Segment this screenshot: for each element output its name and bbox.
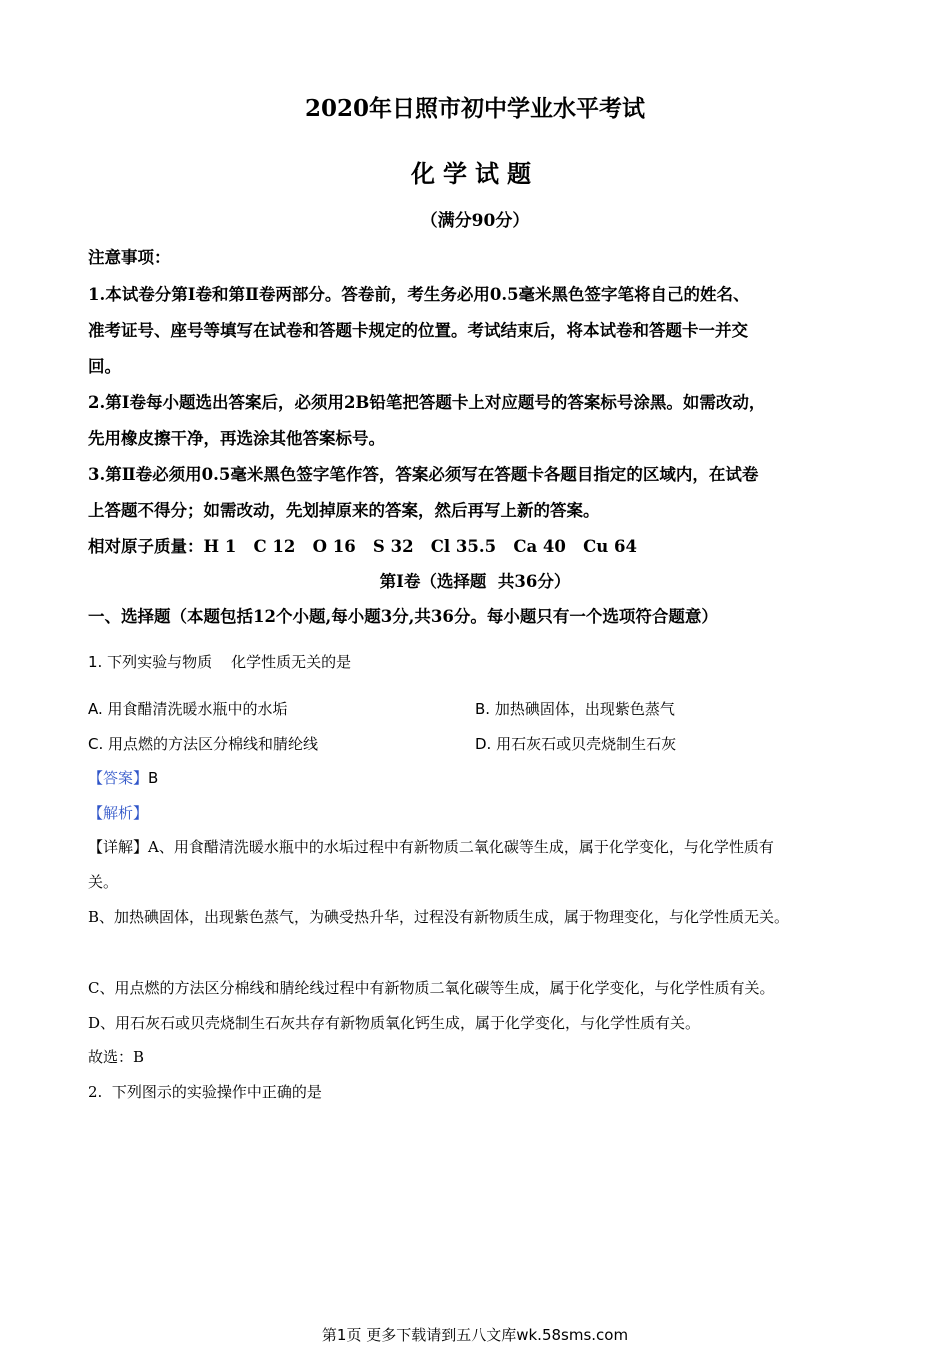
analysis-detail: D、用石灰石或贝壳烧制生石灰共存有新物质氧化钙生成，属于化学变化，与化学性质有关。	[88, 1014, 701, 1032]
analysis-detail: C、用点燃的方法区分棉线和腈纶线过程中有新物质二氧化碳等生成，属于化学变化，与化学性质有关。	[88, 979, 775, 997]
question-1-option-b: B. 加热碘固体，出现紫色蒸气	[475, 700, 675, 718]
question-2-stem: 2. 下列图示的实验操作中正确的是	[88, 1083, 322, 1101]
conclusion: 故选：B	[88, 1048, 145, 1066]
answer-value: B	[148, 769, 159, 787]
full-score: （满分90分）	[420, 211, 530, 231]
analysis-label: 【解析】	[88, 804, 149, 822]
page-footer: 第1页 更多下载请到五八文库wk.58sms.com	[321, 1326, 629, 1344]
subject-title: 化学试题	[411, 159, 539, 188]
question-1-stem: 1. 下列实验与物质 化学性质无关的是	[88, 653, 352, 671]
question-1-option-d: D. 用石灰石或贝壳烧制生石灰	[475, 735, 677, 753]
answer-row	[88, 767, 158, 788]
answer-label: 【答案】	[88, 769, 149, 787]
notes-line: 3.第Ⅱ卷必须用0.5毫米黑色签字笔作答，答案必须写在答题卡各题目指定的区域内，在试卷	[88, 465, 759, 484]
notes-heading: 注意事项：	[88, 248, 171, 267]
notes-line: 先用橡皮擦干净，再选涂其他答案标号。	[88, 429, 385, 448]
analysis-detail: 关。	[88, 873, 119, 891]
notes-line: 1.本试卷分第Ⅰ卷和第Ⅱ卷两部分。答卷前，考生务必用0.5毫米黑色签字笔将自己的姓名、	[88, 285, 750, 304]
notes-line: 上答题不得分；如需改动，先划掉原来的答案，然后再写上新的答案。	[88, 501, 600, 520]
atomic-masses: 相对原子质量：H 1 C 12 O 16 S 32 Cl 35.5 Ca 40 Cu 64	[88, 537, 637, 556]
part-title: 第Ⅰ卷（选择题 共36分）	[379, 572, 571, 591]
question-1-option-a: A. 用食醋清洗暖水瓶中的水垢	[88, 700, 288, 718]
exam-title: 2020年日照市初中学业水平考试	[304, 95, 645, 122]
analysis-detail: B、加热碘固体，出现紫色蒸气，为碘受热升华，过程没有新物质生成，属于物理变化，与化学性质无关。	[88, 908, 790, 926]
notes-line: 2.第Ⅰ卷每小题选出答案后，必须用2B铅笔把答题卡上对应题号的答案标号涂黑。如需改动，	[88, 393, 766, 412]
section-heading: 一、选择题（本题包括12个小题,每小题3分,共36分。每小题只有一个选项符合题意）	[88, 607, 718, 626]
analysis-detail: 【详解】A、用食醋清洗暖水瓶中的水垢过程中有新物质二氧化碳等生成，属于化学变化，与化学性质有	[88, 838, 774, 856]
notes-line: 准考证号、座号等填写在试卷和答题卡规定的位置。考试结束后，将本试卷和答题卡一并交	[88, 321, 748, 340]
question-1-option-c: C. 用点燃的方法区分棉线和腈纶线	[88, 735, 319, 753]
notes-line: 回。	[88, 357, 121, 376]
